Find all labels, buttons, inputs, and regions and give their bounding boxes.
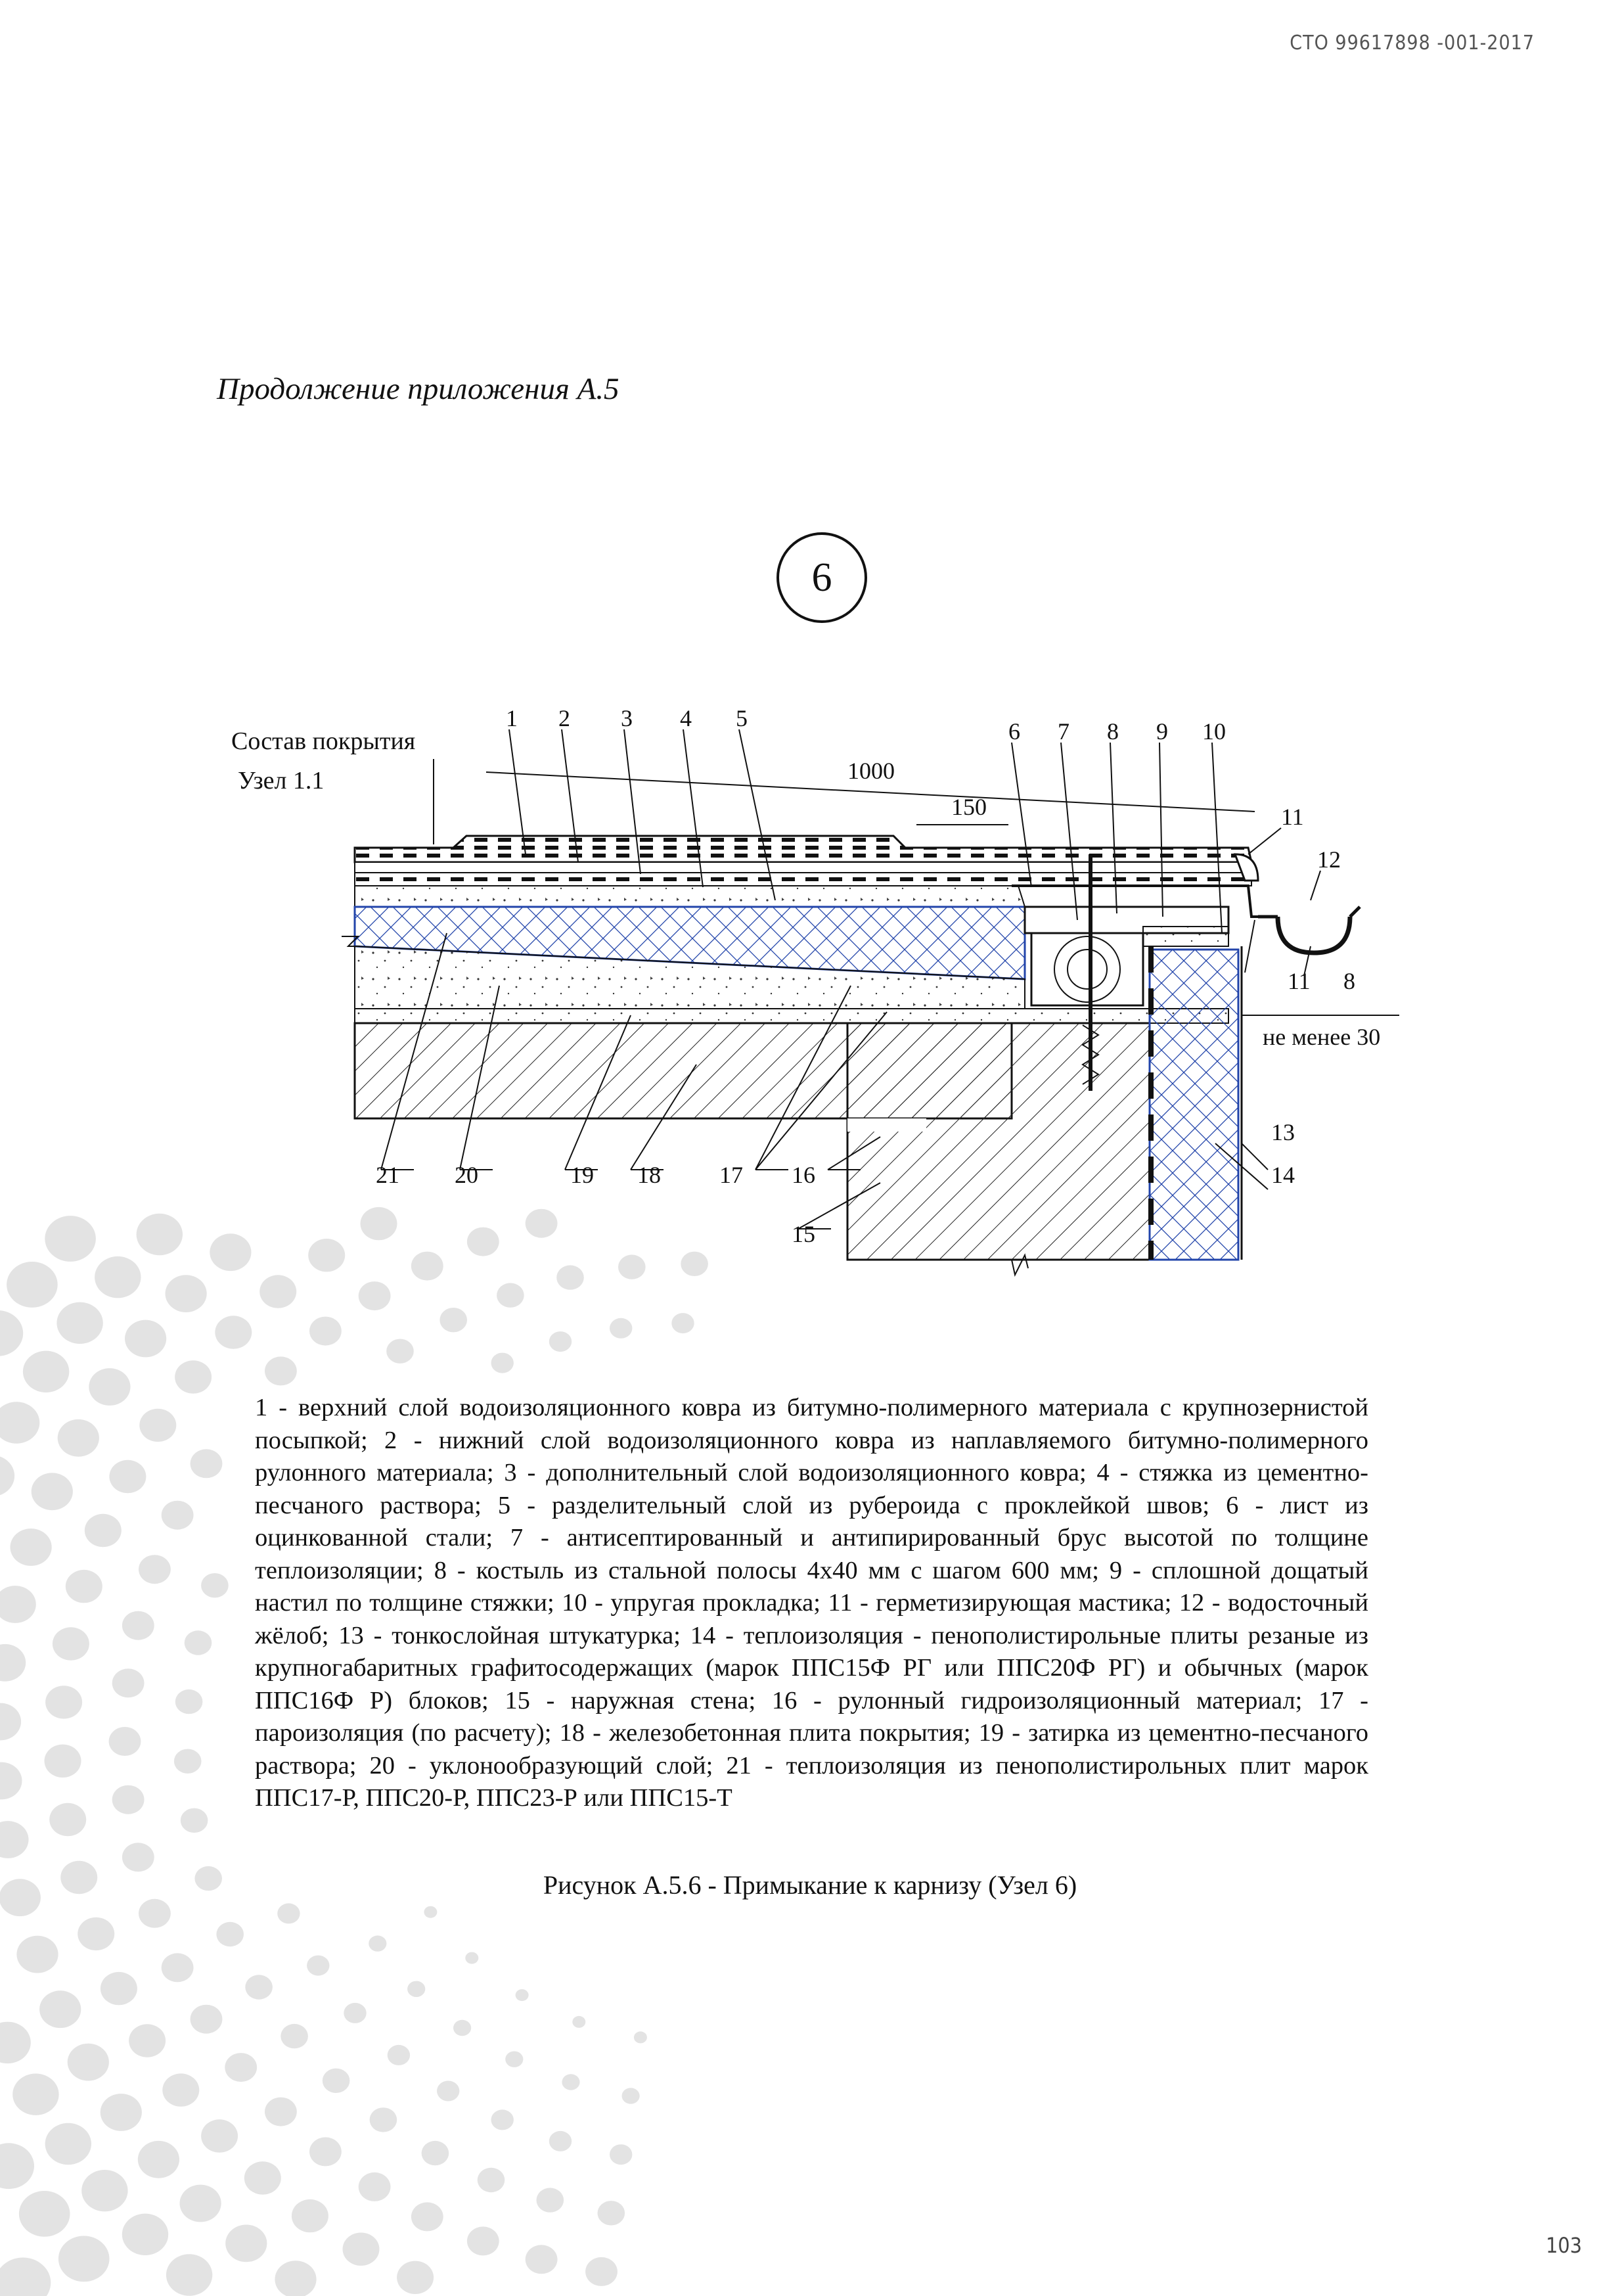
callout-12: 12 — [1317, 846, 1341, 873]
screed-19 — [355, 1009, 1228, 1023]
section-title: Продолжение приложения А.5 — [217, 372, 619, 406]
timber-beam-7 — [1031, 933, 1143, 1005]
roof-composition-label: Состав покрытия — [231, 727, 416, 755]
callout-8: 8 — [1107, 718, 1119, 745]
gutter-12 — [1278, 917, 1350, 953]
callout-14: 14 — [1271, 1162, 1295, 1188]
callout-3: 3 — [621, 705, 633, 731]
callout-21: 21 — [376, 1162, 399, 1188]
outer-wall-15 — [847, 1023, 1150, 1260]
callout-11-right: 11 — [1288, 968, 1311, 994]
callout-16: 16 — [792, 1162, 815, 1188]
node-number: 6 — [811, 555, 832, 600]
figure-caption: Рисунок А.5.6 - Примыкание к карнизу (Узел 6) — [543, 1870, 1077, 1900]
dimension-150: 150 — [951, 794, 987, 820]
callout-1: 1 — [506, 705, 518, 731]
page-number: 103 — [1546, 2233, 1582, 2258]
roof-membrane-layers — [355, 836, 1251, 886]
callout-19: 19 — [570, 1162, 594, 1188]
wall-opening — [847, 1118, 926, 1132]
screed-layer — [355, 886, 1025, 907]
dimension-1000: 1000 — [847, 758, 895, 784]
callout-10: 10 — [1202, 718, 1226, 745]
callout-17: 17 — [719, 1162, 743, 1188]
callout-15: 15 — [792, 1221, 815, 1247]
callout-6: 6 — [1008, 718, 1020, 745]
callout-9: 9 — [1156, 718, 1168, 745]
callout-2: 2 — [558, 705, 570, 731]
legend-text: 1 - верхний слой водоизоляционного ковра из битумно-полимерного материала с крупнозернистой посыпкой; 2 - нижний слой водоизоляционного ковра из наплавляемого битумно-полимерного рулонного материала; 3 - дополнительный слой водоизоляционного ковра; 4 - стяжка из цементно-песчаного раствора; 5 - разделительный слой из рубероида с проклейкой швов; 6 - лист из оцинкованной стали; 7 - антисептированный и антипирированный брус высотой по толщине теплоизоляции; 8 - костыль из стальной полосы 4х40 мм с шагом 600 мм; 9 - сплошной дощатый настил по толщине стяжки; 10 - упругая прокладка; 11 - герметизирующая мастика; 12 - водосточный жёлоб; 13 - тонкослойная штукатурка; 14 - теплоизоляция - пенополистирольные плиты резаные из крупногабаритных графитосодержащих (марок ППС15Ф РГ или ППС20Ф РГ) и обычных (марок ППС16Ф Р) блоков; 15 - наружная стена; 16 - рулонный гидроизоляционный материал; 17 - пароизоляция (по расчету); 18 - железобетонная плита покрытия; 19 - затирка из цементно-песчаного раствора; 20 - уклонообразующий слой; 21 - теплоизоляция из пенополистирольных плит марок ППС17-Р, ППС20-Р, ППС23-Р или ППС15-Т — [255, 1394, 1368, 1812]
callout-13: 13 — [1271, 1119, 1295, 1145]
callout-18: 18 — [637, 1162, 661, 1188]
facade-insulation-14 — [1150, 950, 1238, 1260]
document-code: СТО 99617898 -001-2017 — [1290, 32, 1535, 55]
callout-7: 7 — [1058, 718, 1069, 745]
dimension-min-30: не менее 30 — [1263, 1024, 1381, 1050]
callout-20: 20 — [455, 1162, 478, 1188]
callout-4: 4 — [680, 705, 692, 731]
gutter-lip — [1258, 907, 1360, 917]
elastic-pad-10 — [1143, 927, 1228, 946]
callout-11-top: 11 — [1281, 804, 1304, 830]
node-ref-label: Узел 1.1 — [238, 767, 325, 794]
callout-8-right: 8 — [1343, 968, 1355, 994]
callout-5: 5 — [736, 705, 748, 731]
